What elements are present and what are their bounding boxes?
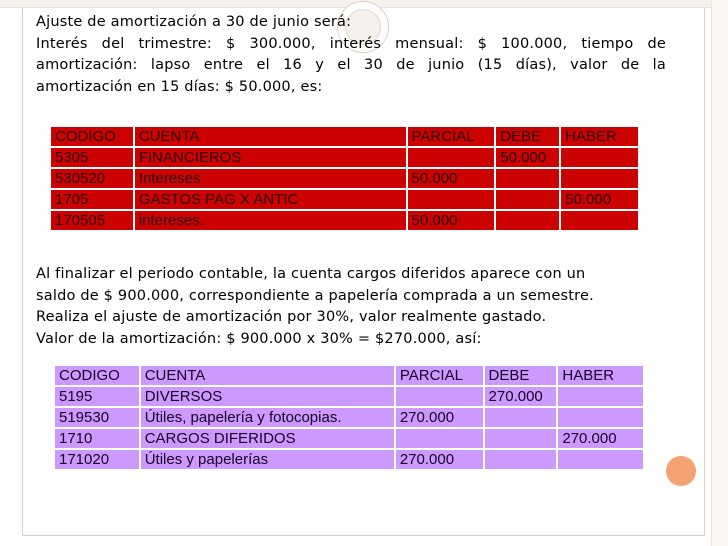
cell-cuenta: FINANCIEROS — [134, 147, 407, 168]
cell-haber — [557, 449, 644, 470]
header-codigo: CODIGO — [50, 126, 134, 147]
text-line: Realiza el ajuste de amortización por 30%, valor realmente gastado. — [36, 309, 547, 325]
cell-codigo: 5195 — [54, 386, 140, 407]
slide-right-border — [711, 0, 728, 546]
cell-codigo: 1705 — [50, 189, 134, 210]
header-debe: DEBE — [495, 126, 560, 147]
table-row — [54, 428, 644, 449]
cell-haber: 270.000 — [557, 428, 644, 449]
cell-codigo: 519530 — [54, 407, 140, 428]
cell-parcial: 50.000 — [407, 210, 496, 231]
cell-codigo: 1710 — [54, 428, 140, 449]
table-row — [50, 168, 639, 189]
cell-codigo: 171020 — [54, 449, 140, 470]
text-line: Valor de la amortización: $ 900.000 x 30% = $270.000, así: — [36, 330, 482, 347]
cell-parcial — [407, 189, 496, 210]
header-haber: HABER — [560, 126, 639, 147]
text-line: Al finalizar el periodo contable, la cuenta cargos diferidos aparece con un — [36, 266, 586, 282]
header-codigo: CODIGO — [54, 365, 140, 386]
header-haber: HABER — [557, 365, 644, 386]
cell-cuenta: Útiles, papelería y fotocopias. — [140, 407, 395, 428]
cell-debe — [484, 449, 558, 470]
table-row — [50, 189, 639, 210]
cell-haber — [560, 210, 639, 231]
orange-decorative-circle — [664, 454, 698, 488]
cell-parcial: 270.000 — [395, 407, 484, 428]
cell-codigo: 530520 — [50, 168, 134, 189]
cell-haber — [557, 386, 644, 407]
cell-parcial — [395, 428, 484, 449]
cell-parcial: 270.000 — [395, 449, 484, 470]
table-header-row — [50, 126, 639, 147]
header-cuenta: CUENTA — [134, 126, 407, 147]
journal-entry-table-deferred — [53, 364, 645, 471]
cell-haber — [560, 168, 639, 189]
cell-parcial — [407, 147, 496, 168]
cell-cuenta: DIVERSOS — [140, 386, 395, 407]
adjustment-intro-text — [36, 12, 666, 98]
cell-haber — [557, 407, 644, 428]
text-line: amortización: lapso entre el 16 y el 30 de junio (15 días), valor de la — [36, 57, 666, 73]
cell-haber — [560, 147, 639, 168]
header-parcial: PARCIAL — [407, 126, 496, 147]
table-row — [50, 147, 639, 168]
text-line: saldo de $ 900.000, correspondiente a papelería comprada a un semestre. — [36, 287, 594, 304]
cell-cuenta: intereses. — [134, 210, 407, 231]
text-line: Interés del trimestre: $ 300.000, interés mensual: $ 100.000, tiempo de — [36, 35, 666, 52]
frame-line-left — [22, 8, 23, 536]
cell-debe — [484, 428, 558, 449]
table-row — [54, 407, 644, 428]
frame-line-right — [704, 8, 705, 536]
cell-debe: 50.000 — [495, 147, 560, 168]
cell-debe — [495, 168, 560, 189]
journal-entry-table-interest — [49, 125, 640, 232]
text-line: amortización en 15 días: $ 50.000, es: — [36, 78, 323, 95]
cell-cuenta: Útiles y papelerías — [140, 449, 395, 470]
table-row — [50, 210, 639, 231]
cell-parcial — [395, 386, 484, 407]
cell-debe: 270.000 — [484, 386, 558, 407]
frame-line-bottom — [22, 535, 705, 536]
table-header-row — [54, 365, 644, 386]
table-row — [54, 449, 644, 470]
header-debe: DEBE — [484, 365, 558, 386]
cell-cuenta: Intereses — [134, 168, 407, 189]
cell-cuenta: CARGOS DIFERIDOS — [140, 428, 395, 449]
cell-cuenta: GASTOS PAG X ANTIC — [134, 189, 407, 210]
deferred-charges-text — [36, 264, 676, 350]
header-parcial: PARCIAL — [395, 365, 484, 386]
cell-haber: 50.000 — [560, 189, 639, 210]
cell-debe — [495, 210, 560, 231]
cell-codigo: 5305 — [50, 147, 134, 168]
table-row — [54, 386, 644, 407]
header-cuenta: CUENTA — [140, 365, 395, 386]
cell-debe — [484, 407, 558, 428]
cell-parcial: 50.000 — [407, 168, 496, 189]
text-line: Ajuste de amortización a 30 de junio será: — [36, 14, 352, 30]
cell-debe — [495, 189, 560, 210]
cell-codigo: 170505 — [50, 210, 134, 231]
